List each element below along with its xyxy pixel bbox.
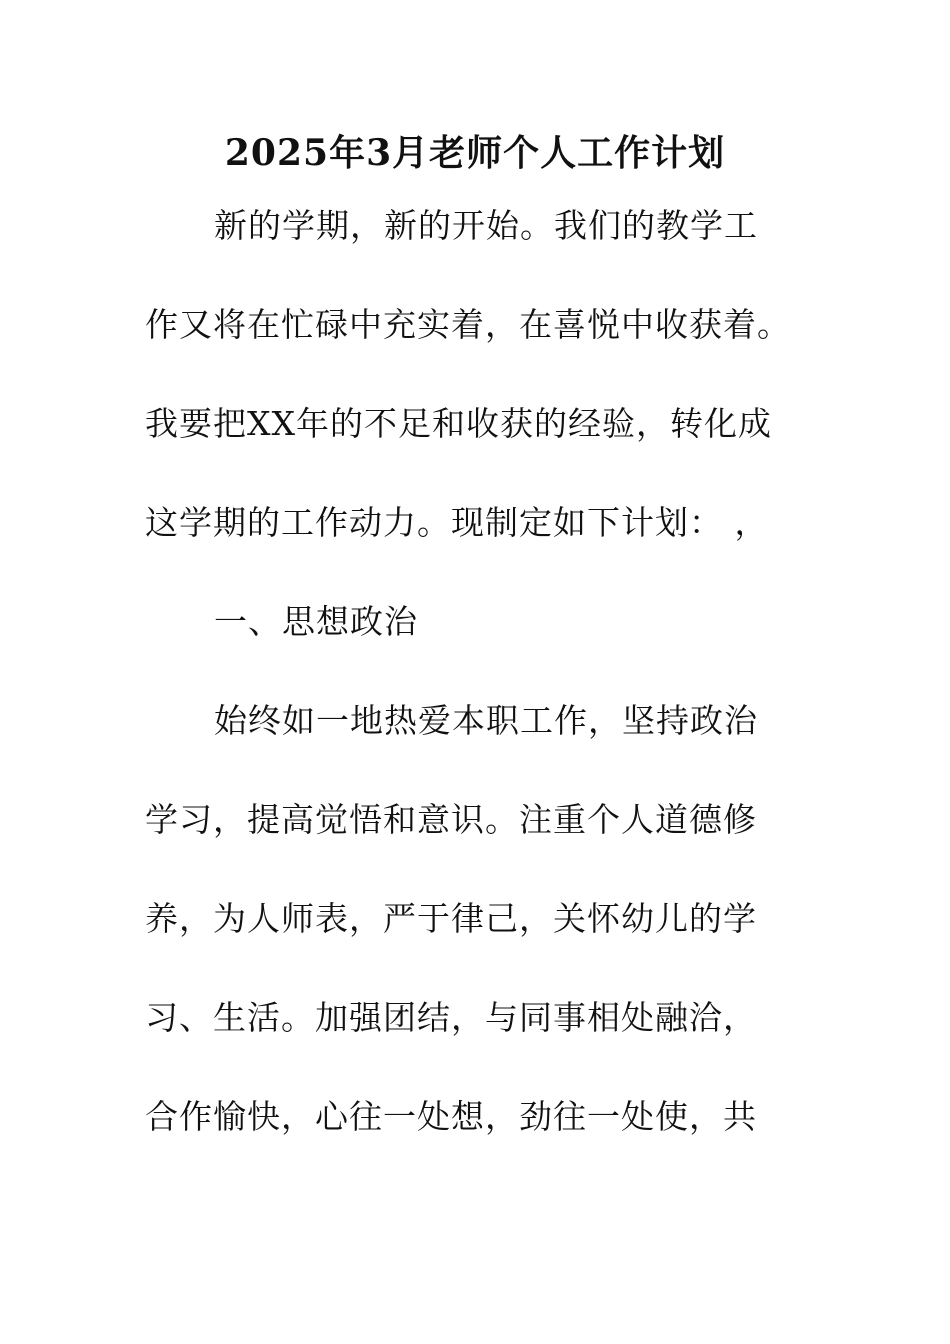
- section-heading: 一、思想政治: [214, 602, 418, 641]
- paragraph-line: 养，为人师表，严于律己，关怀幼儿的学: [145, 899, 757, 938]
- paragraph-line: 这学期的工作动力。现制定如下计划： ，: [145, 503, 769, 542]
- paragraph-line: 始终如一地热爱本职工作，坚持政治: [214, 701, 758, 740]
- paragraph-line: 学习，提高觉悟和意识。注重个人道德修: [145, 800, 757, 839]
- paragraph-line: 新的学期，新的开始。我们的教学工: [214, 206, 758, 245]
- paragraph-line: 合作愉快，心往一处想，劲往一处使，共: [145, 1097, 757, 1136]
- paragraph-line: 习、生活。加强团结，与同事相处融洽，: [145, 998, 757, 1037]
- document-title: 2025年3月老师个人工作计划: [224, 132, 726, 174]
- paragraph-line: 我要把XX年的不足和收获的经验，转化成: [145, 404, 772, 443]
- paragraph-line: 作又将在忙碌中充实着，在喜悦中收获着。: [145, 305, 791, 344]
